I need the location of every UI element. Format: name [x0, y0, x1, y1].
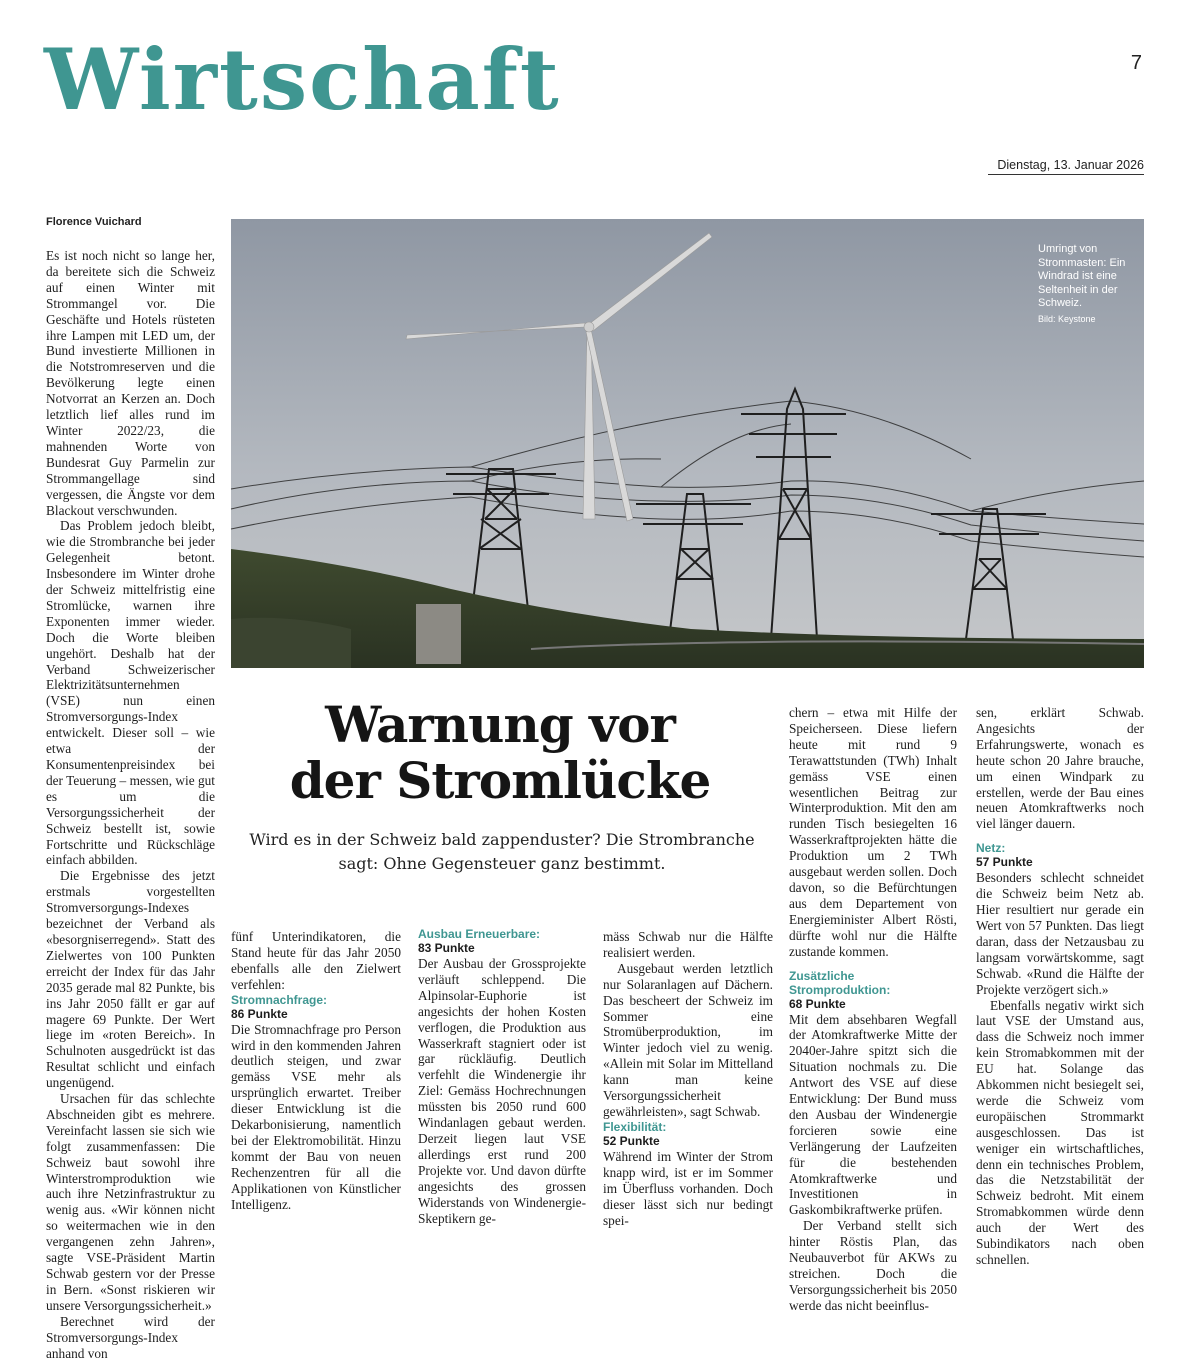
- paragraph: mäss Schwab nur die Hälfte realisiert werden.: [603, 929, 773, 960]
- issue-date: Dienstag, 13. Januar 2026: [988, 158, 1144, 175]
- subheading-points: 83 Punkte: [418, 941, 475, 955]
- article-photo: [231, 219, 1144, 668]
- paragraph: chern – etwa mit Hilfe der Speicherseen. Diese liefern heute mit rund 9 Terawattstunden (TWh) Inhalt gemäss VSE einen wesentlichen Beitrag zur Winterproduktion. Mit den am runden Tisch besiegelten 16 Wasserkraftprojekten hätte die Produktion um 2 TWh ausgebaut werden sollen. Doch davon, so die Befürchtungen aus dem Departement von Energieminister Albert Rösti, dürfte wohl nur die Hälfte zustande kommen.: [789, 705, 957, 959]
- text-column-2: [231, 929, 401, 1213]
- author-byline: Florence Vuichard: [46, 216, 142, 228]
- paragraph: sen, erklärt Schwab. Angesichts der Erfahrungswerte, wonach es heute schon 20 Jahre brauche, um einen Windpark zu erstellen, werde der Bau eines neuen Atomkraftwerks noch viel länger dauern.: [976, 705, 1144, 832]
- paragraph: Besonders schlecht schneidet die Schweiz beim Netz ab. Hier resultiert nur gerade ein Wert von 57 Punkten. Das liegt daran, dass der Netzausbau zu langsam vorwärtskomme, sagt Schwab. «Rund die Hälfte der Projekte verzögert sich.»: [976, 870, 1144, 997]
- paragraph: Es ist noch nicht so lange her, da bereitete sich die Schweiz auf einen Winter mit Strommangel vor. Die Geschäfte und Hotels rüsteten ihre Lampen mit LED um, der Bund investierte Millionen in die Notstromreserven und die Bevölkerung legte einen Notvorrat an Kerzen an. Doch letztlich lief alles rund im Winter 2022/23, die mahnenden Worte von Bundesrat Guy Parmelin zur Strommangellage sind vergessen, die Ängste vor dem Blackout verschwunden.: [46, 248, 215, 518]
- paragraph: Die Stromnachfrage pro Person wird in den kommenden Jahren deutlich steigen, und zwar gemäss VSE mehr als ursprünglich erwartet. Treiber dieser Entwicklung ist die Dekarbonisierung, namentlich bei der Elektromobilität. Hinzu kommt der Bau von neuen Rechenzentren für all die Applikationen von Künstlicher Intelligenz.: [231, 1021, 401, 1212]
- text-column-4: [603, 929, 773, 1228]
- text-column-1: [46, 248, 215, 1361]
- paragraph: Ursachen für das schlechte Abschneiden gibt es mehrere. Vereinfacht lassen sie sich wie folgt zusammenfassen: Die Schweiz baut sowohl ihre Winterstromproduktion wie auch ihre Netzinfrastruktur zu wenig aus. «Wir können nicht so weitermachen wie in den vergangenen zehn Jahren», sagte VSE-Präsident Martin Schwab gestern vor der Presse in Bern. «Sonst riskieren wir unsere Versorgungssicherheit.»: [46, 1091, 215, 1313]
- subheading: Netz:: [976, 841, 1006, 856]
- paragraph: Der Verband stellt sich hinter Röstis Plan, das Neubauverbot für AKWs zu streichen. Doch die Versorgungssicherheit bis 2050 werde das nicht beeinflus-: [789, 1218, 957, 1313]
- caption-text: Umringt von Strommasten: Ein Windrad ist eine Seltenheit in der Schweiz.: [1038, 243, 1126, 309]
- photo-credit: Bild: Keystone: [1038, 313, 1096, 324]
- paragraph: fünf Unterindikatoren, die Stand heute für das Jahr 2050 ebenfalls alle den Zielwert verfehlen:: [231, 929, 401, 992]
- paragraph: Während im Winter der Strom knapp wird, ist er im Sommer im Überfluss vorhanden. Doch dieser lässt sich nur bedingt spei-: [603, 1148, 773, 1228]
- subheading: Ausbau Erneuerbare:: [418, 927, 541, 941]
- text-column-5: [789, 705, 957, 1314]
- paragraph: Ausgebaut werden letztlich nur Solaranlagen auf Dächern. Das bescheert der Schweiz im Sommer eine Stromüberproduktion, im Winter jedoch viel zu wenig. «Allein mit Solar im Mittelland kann man keine Versorgungssicherheit gewährleisten», sagt Schwab.: [603, 960, 773, 1119]
- paragraph: Mit dem absehbaren Wegfall der Atomkraftwerke Mitte der 2040er-Jahre spitzt sich die Situation nochmals zu. Die Antwort des VSE auf diese Entwicklung: Der Bund muss den Ausbau der Windenergie forcieren sowie eine Verlängerung der Laufzeiten für die bestehenden Atomkraftwerke und Investitionen in Gaskombikraftwerke prüfen.: [789, 1011, 957, 1218]
- paragraph: Ebenfalls negativ wirkt sich laut VSE der Umstand aus, dass die Schweiz noch immer kein Stromabkommen mit der EU hat. Solange das Abkommen nicht besiegelt sei, werde die Schweiz vom europäischen Strommarkt ausgeschlossen. Das ist weniger ein wirtschaftliches, denn ein technisches Problem, das die Netzstabilität der Schweiz bedroht. Mit einem Stromabkommen würde denn auch der Wert des Subindikators nach oben schnellen.: [976, 997, 1144, 1267]
- paragraph: Der Ausbau der Grossprojekte verläuft schleppend. Die Alpinsolar-Euphorie ist angesichts der hohen Kosten verflogen, die Produktion aus Wasserkraft stagniert oder ist gar rückläufig. Deutlich verfehlt die Windenergie ihr Ziel: Gemäss Hochrechnungen müssten bis 2050 rund 600 Windanlagen gebaut werden. Derzeit liegen laut VSE allerdings erst rund 200 Projekte vor. Und davon dürfte angesichts des grossen Widerstands von Windenergie-Skeptikern ge-: [418, 956, 586, 1226]
- paragraph: Die Ergebnisse des jetzt erstmals vorgestellten Stromversorgungs-Indexes bezeichnet der Verband als «besorgniserregend». Statt des Zielwertes von 100 Punkten erreicht der Index für das Jahr 2035 gerade mal 82 Punkte, bis ins Jahr 2050 fällt er gar auf magere 69 Punkte. Der Wert liege im «roten Bereich». In Schulnoten ausgedrückt ist das Resultat schlicht und einfach ungenügend.: [46, 868, 215, 1091]
- headline-line-2: der Stromlücke: [289, 751, 711, 810]
- subheading: Flexibilität:: [603, 1119, 667, 1134]
- section-title: Wirtschaft: [44, 30, 561, 129]
- page-number: 7: [1130, 52, 1142, 74]
- text-column-6: [976, 705, 1144, 1268]
- wind-turbine-photo: [231, 219, 1144, 668]
- text-column-3: [418, 921, 586, 1226]
- headline-line-1: Warnung vor: [325, 695, 675, 754]
- subheading-points: 86 Punkte: [231, 1006, 288, 1021]
- subheading: Zusätzliche Stromproduktion:: [789, 968, 891, 997]
- subheading-points: 52 Punkte: [603, 1133, 660, 1148]
- paragraph: Berechnet wird der Stromversorgungs-Index anhand von: [46, 1313, 215, 1361]
- subheading: Stromnachfrage:: [231, 992, 328, 1007]
- article-lead: Wird es in der Schweiz bald zappenduster? Die Strombranche sagt: Ohne Gegensteuer ganz bestimmt.: [249, 830, 755, 873]
- subheading-points: 57 Punkte: [976, 855, 1033, 870]
- subheading-points: 68 Punkte: [789, 996, 846, 1011]
- headline: [250, 697, 750, 809]
- paragraph: Das Problem jedoch bleibt, wie die Strombranche bei jeder Gelegenheit betont. Insbesondere im Winter drohe der Schweiz mittelfristig eine Stromlücke, warnen ihre Exponenten immer wieder. Doch die Worte bleiben ungehört. Deshalb hat der Verband Schweizerischer Elektrizitätsunternehmen (VSE) nun einen Stromversorgungs-Index entwickelt. Dieser soll – wie etwa der Konsumentenpreisindex bei der Teuerung – messen, wie gut es um die Versorgungssicherheit der Schweiz bestellt ist, sowie Fortschritte und Rückschläge einfach abbilden.: [46, 518, 215, 868]
- photo-caption: [1038, 243, 1128, 326]
